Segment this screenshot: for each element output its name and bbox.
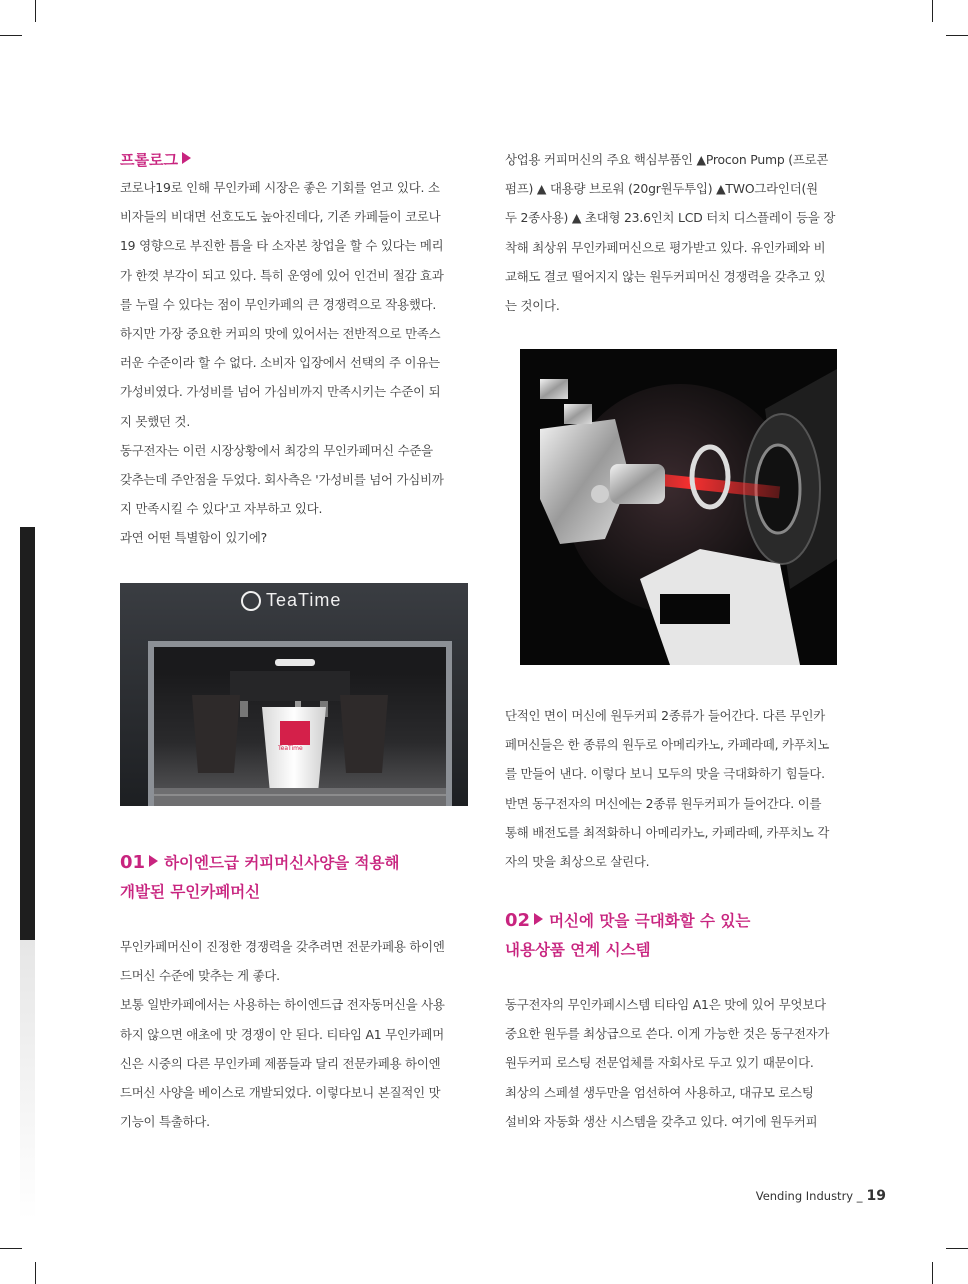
text-line: 드머신 사양을 베이스로 개발되었다. 이렇다보니 본질적인 맛 <box>120 1085 441 1101</box>
text-line: 하지 않으면 애초에 맛 경쟁이 안 된다. 티타임 A1 무인카페머 <box>120 1026 445 1042</box>
text-line: 설비와 자동화 생산 시스템을 갖추고 있다. 여기에 원두커피 <box>505 1113 818 1129</box>
magazine-name: Vending Industry _ <box>755 1189 863 1203</box>
text-line: 통해 배전도를 최적화하니 아메리카노, 카페라떼, 카푸치노 각 <box>505 824 830 840</box>
text-line: 를 만들어 낸다. 이렇다 보니 모두의 맛을 극대화하기 힘들다. <box>505 766 825 782</box>
text-line: 페머신들은 한 종류의 원두로 아메리카노, 카페라떼, 카푸치노 <box>505 737 830 753</box>
crop-mark <box>932 0 933 22</box>
text-line: 드머신 수준에 맞추는 게 좋다. <box>120 968 280 984</box>
text-line: 중요한 원두를 최상급으로 쓴다. 이게 가능한 것은 동구전자가 <box>505 1026 830 1042</box>
text-line: 신은 시중의 다른 무인카페 제품들과 달리 전문카페용 하이엔 <box>120 1055 441 1071</box>
text-line: 상업용 커피머신의 주요 핵심부품인 ▲Procon Pump (프로콘 <box>505 152 829 167</box>
machine-photo <box>120 583 468 806</box>
teatime-logo-text: TeaTime <box>266 590 342 610</box>
text-line: 두 2종사용) ▲ 초대형 23.6인치 LCD 터치 디스플레이 등을 장 <box>505 210 836 226</box>
page-number: 19 <box>866 1188 886 1204</box>
page-footer <box>756 1188 886 1204</box>
text-line: 코로나19로 인해 무인카페 시장은 좋은 기회를 얻고 있다. 소 <box>120 180 440 195</box>
prologue-body <box>120 173 468 553</box>
arrow-icon <box>534 913 543 925</box>
crop-mark <box>946 35 968 36</box>
text-line: 지 만족시킬 수 있다'고 자부하고 있다. <box>120 501 323 517</box>
section-01-title-line2: 개발된 무인카페머신 <box>120 883 261 901</box>
text-line: 동구전자의 무인카페시스템 티타임 A1은 맛에 있어 무엇보다 <box>505 997 826 1012</box>
text-line: 지 못했던 것. <box>120 413 191 429</box>
prologue-section <box>120 148 468 553</box>
text-line: 보통 일반카페에서는 사용하는 하이엔드급 전자동머신을 사용 <box>120 997 445 1013</box>
text-line: 원두커피 로스팅 전문업체를 자회사로 두고 있기 때문이다. <box>505 1055 814 1071</box>
cup-logo-text: TeaTime <box>278 745 303 752</box>
section-01-title: 01 하이엔드급 커피머신사양을 적용해 <box>120 852 400 873</box>
text-line: 단적인 면이 머신에 원두커피 2종류가 들어간다. 다른 무인카 <box>505 708 826 723</box>
section-01-body <box>120 932 468 1136</box>
text-line: 19 영향으로 부진한 틈을 타 소자본 창업을 할 수 있다는 메리 <box>120 238 444 254</box>
arrow-icon <box>182 152 191 164</box>
arrow-icon <box>149 855 158 867</box>
teatime-logo-icon <box>241 591 261 611</box>
section-02-title: 02 머신에 맛을 극대화할 수 있는 <box>505 910 751 931</box>
text-line: 펌프) ▲ 대용량 브로워 (20gr원두투입) ▲TWO그라인더(원 <box>505 181 818 197</box>
crop-mark <box>0 35 22 36</box>
crop-mark <box>932 1262 933 1284</box>
text-line: 교해도 결코 떨어지지 않는 원두커피머신 경쟁력을 갖추고 있 <box>505 268 826 284</box>
right-mid-body <box>505 701 853 876</box>
text-line: 기능이 특출하다. <box>120 1114 210 1130</box>
text-line: 동구전자는 이런 시장상황에서 최강의 무인카페머신 수준을 <box>120 442 433 458</box>
section-02-title-line2: 내용상품 연계 시스템 <box>505 941 651 959</box>
text-line: 비자들의 비대면 선호도도 높아진데다, 기존 카페들이 코로나 <box>120 209 441 225</box>
text-line: 는 것이다. <box>505 298 560 314</box>
text-line: 과연 어떤 특별함이 있기에? <box>120 530 268 546</box>
crop-mark <box>35 1262 36 1284</box>
text-line: 반면 동구전자의 머신에는 2종류 원두커피가 들어간다. 이를 <box>505 795 822 811</box>
crop-mark <box>946 1248 968 1249</box>
section-02-body <box>505 990 853 1136</box>
pump-photo <box>520 349 837 665</box>
text-line: 가성비였다. 가성비를 넘어 가심비까지 만족시키는 수준이 되 <box>120 384 441 400</box>
prologue-heading: 프롤로그 <box>120 148 468 172</box>
text-line: 를 누릴 수 있다는 점이 무인카페의 큰 경쟁력으로 작용했다. <box>120 296 437 312</box>
text-line: 하지만 가장 중요한 커피의 맛에 있어서는 전반적으로 만족스 <box>120 326 441 342</box>
text-line: 갖추는데 주안점을 두었다. 회사측은 '가성비를 넘어 가심비까 <box>120 472 444 488</box>
text-line: 착해 최상위 무인카페머신으로 평가받고 있다. 유인카페와 비 <box>505 239 826 255</box>
text-line: 가 한껏 부각이 되고 있다. 특히 운영에 있어 인건비 절감 효과 <box>120 267 444 283</box>
right-intro-body <box>505 145 853 320</box>
text-line: 무인카페머신이 진정한 경쟁력을 갖추려면 전문카페용 하이엔 <box>120 939 445 954</box>
text-line: 최상의 스페셜 생두만을 엄선하여 사용하고, 대규모 로스팅 <box>505 1084 814 1100</box>
section-01 <box>120 848 468 907</box>
text-line: 러운 수준이라 할 수 없다. 소비자 입장에서 선택의 주 이유는 <box>120 355 440 371</box>
crop-mark <box>0 1248 22 1249</box>
text-line: 자의 맛을 최상으로 살린다. <box>505 854 650 870</box>
crop-mark <box>35 0 36 22</box>
side-tab-bar <box>20 527 35 940</box>
section-02 <box>505 906 853 965</box>
side-tab-fade <box>20 940 35 1220</box>
